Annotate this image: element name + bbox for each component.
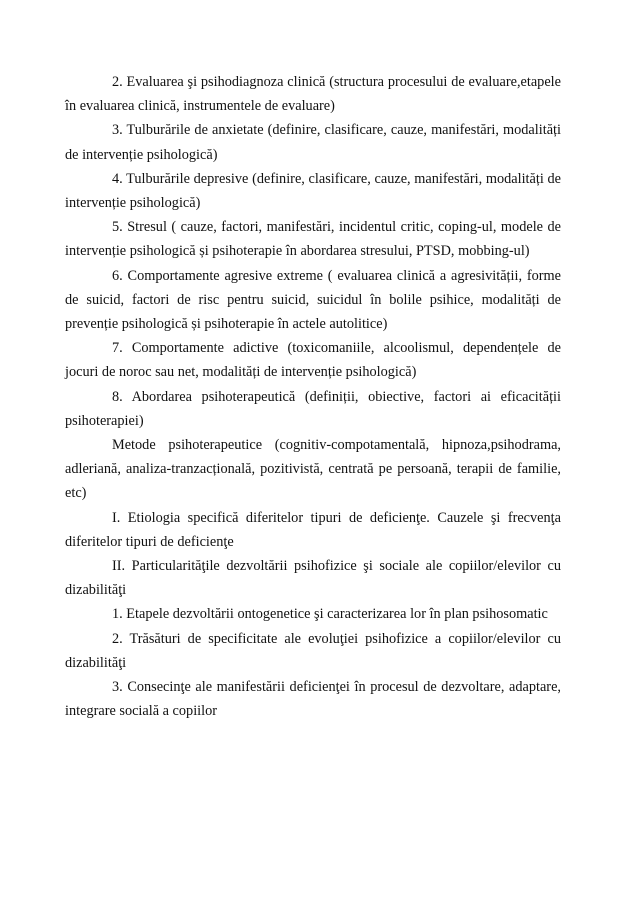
paragraph-psihoterapeutica (65, 385, 561, 433)
paragraph-text: 4. Tulburările depresive (definire, clasificare, cauze, manifestări, modalități de intervenție psihologică) (65, 170, 561, 212)
paragraph-text: 5. Stresul ( cauze, factori, manifestări, incidentul critic, coping-ul, modele de intervenție psihologică și psihoterapie în abordarea stresului, PTSD, mobbing-ul) (65, 219, 561, 260)
paragraph-text: 8. Abordarea psihoterapeutică (definiții, obiective, factori ai eficacității psihoterapiei) (65, 388, 561, 429)
paragraph-particularitati (65, 554, 561, 602)
paragraph-text: 2. Trăsături de specificitate ale evoluţiei psihofizice a copiilor/elevilor cu dizabilităţi (65, 630, 561, 671)
paragraph-text: 2. Evaluarea şi psihodiagnoza clinică (structura procesului de evaluare,etapele în evaluarea clinică, instrumentele de evaluare) (65, 74, 561, 115)
paragraph-evaluare (65, 70, 561, 118)
paragraph-text: II. Particularităţile dezvoltării psihofizice şi sociale ale copiilor/elevilor cu dizabilităţi (65, 558, 561, 599)
document-page (65, 70, 561, 723)
paragraph-text: I. Etiologia specifică diferitelor tipuri de deficienţe. Cauzele şi frecvenţa diferitelor tipuri de deficienţe (65, 509, 561, 550)
paragraph-text: 1. Etapele dezvoltării ontogenetice şi caracterizarea lor în plan psihosomatic (112, 606, 548, 623)
paragraph-metode (65, 433, 561, 506)
paragraph-text: 7. Comportamente adictive (toxicomaniile, alcoolismul, dependențele de jocuri de noroc sau net, modalități de intervenție psihologică) (65, 340, 561, 381)
paragraph-text: Metode psihoterapeutice (cognitiv-compotamentală, hipnoza,psihodrama, adleriană, analiza-tranzacțională, pozitivistă, centrată pe persoană, terapii de familie, etc) (65, 437, 561, 502)
paragraph-etiologia (65, 506, 561, 554)
paragraph-consecinte (65, 675, 561, 723)
paragraph-text: 3. Consecinţe ale manifestării deficienţei în procesul de dezvoltare, adaptare, integrare socială a copiilor (65, 679, 561, 720)
paragraph-trasaturi (65, 627, 561, 675)
paragraph-anxietate (65, 118, 561, 166)
paragraph-depresive (65, 167, 561, 215)
paragraph-text: 6. Comportamente agresive extreme ( evaluarea clinică a agresivității, forme de suicid, factori de risc pentru suicid, suicidul în bolile psihice, modalități de prevenție psihologică și psihoterapie în actele autolitice) (65, 267, 561, 333)
paragraph-agresive (65, 264, 561, 337)
paragraph-etapele (65, 602, 561, 626)
paragraph-text: 3. Tulburările de anxietate (definire, clasificare, cauze, manifestări, modalități de intervenție psihologică) (65, 122, 561, 163)
paragraph-stresul (65, 215, 561, 263)
paragraph-adictive (65, 336, 561, 384)
